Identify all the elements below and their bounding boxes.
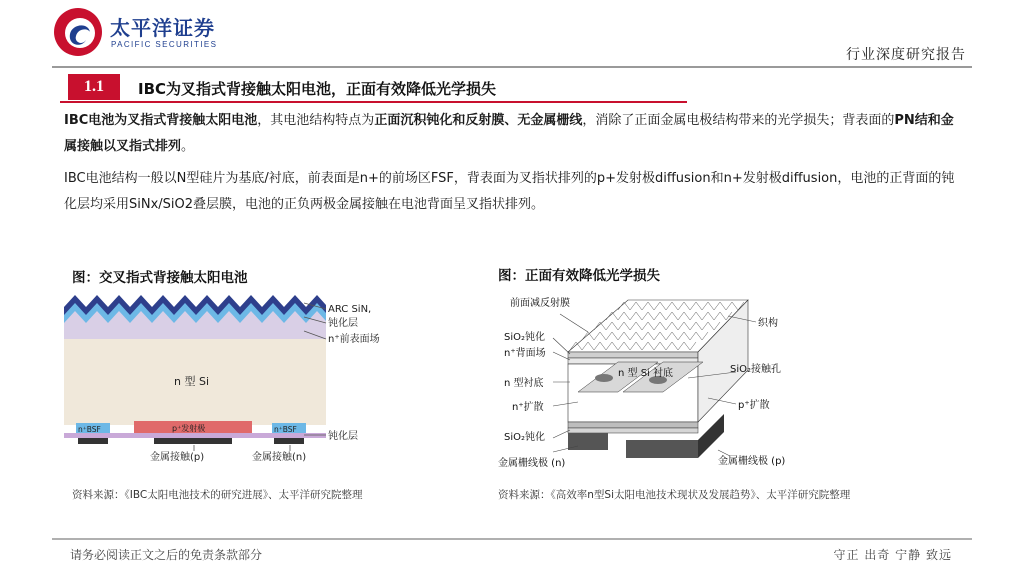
bold-phrase: PN结和金属接触以叉指式排列 [64,113,954,154]
fig1-label-bsf-right: n⁺BSF [274,425,297,434]
company-name-en: PACIFIC SECURITIES [111,40,218,49]
fig2-label-sio2-bottom: SiO₂钝化 [504,432,546,443]
bold-phrase: 正面沉积钝化和反射膜、无金属栅线 [374,113,583,128]
header-divider [52,66,972,68]
fig2-label-grid-n: 金属栅线极 (n) [498,458,566,469]
figure2-ibc-3d-structure [498,292,798,472]
fig2-label-sio2-top: SiO₂钝化 [504,332,546,343]
fig1-label-bsf-left: n⁺BSF [78,425,101,434]
section-underline [60,101,687,103]
figure1-source: 资料来源：《IBC太阳电池技术的研究进展》、太平洋研究院整理 [72,489,363,501]
fig1-label-passivation-top: 钝化层 [328,318,358,329]
fig1-label-emitter: p⁺发射极 [172,424,206,433]
fig1-label-passivation-bottom: 钝化层 [328,431,358,442]
paragraph-ibc-intro [64,108,964,160]
fig2-label-contact-hole: SiO₂接触孔 [730,364,782,375]
footer-divider [52,538,972,540]
bold-phrase: IBC电池为叉指式背接触太阳电池 [64,113,258,128]
text-span: ，消除了正面金属电极结构带来的光学损失；背表面的 [582,113,895,128]
fig2-label-grid-p: 金属栅线极 (p) [718,456,786,467]
company-logo [52,6,227,58]
fig2-label-front-arc: 前面减反射膜 [510,298,570,309]
fig1-label-contact-p: 金属接触(p) [150,452,205,463]
figure2-title: 图：正面有效降低光学损失 [498,268,660,284]
pacific-logo-icon [52,6,104,58]
fig2-label-substrate: n 型衬底 [504,378,544,389]
fig2-label-bulk: n 型 Si 衬底 [618,368,673,379]
fig2-label-back-field: n⁺背面场 [504,348,546,359]
text-span: 。 [181,139,195,154]
section-number: 1.1 [68,74,120,100]
fig2-label-n-diffusion: n⁺扩散 [512,402,544,413]
figure2-source: 资料来源：《高效率n型Si太阳电池技术现状及发展趋势》、太平洋研究院整理 [498,489,851,501]
fig2-label-p-diffusion: p⁺扩散 [738,400,770,411]
figure1-title: 图：交叉指式背接触太阳电池 [72,270,248,286]
fig1-label-contact-n: 金属接触(n) [252,452,307,463]
figure1-ibc-cross-section [64,295,404,470]
report-type-label: 行业深度研究报告 [846,47,966,63]
disclaimer-text: 请务必阅读正文之后的免责条款部分 [70,548,263,562]
company-motto: 守正 出奇 宁静 致远 [833,548,952,562]
section-title: IBC为叉指式背接触太阳电池，正面有效降低光学损失 [138,80,497,98]
paragraph-ibc-structure: IBC电池结构一般以N型硅片为基底/衬底，前表面是n+的前场区FSF，背表面为叉指状排列的p+发射极diffusion和n+发射极diffusion，电池的正背面的钝化层均采用SiNx/SiO2叠层膜，电池的正负两极金属接触在电池背面呈叉指状排列。 [64,171,955,212]
fig2-label-texture: 织构 [758,318,778,329]
text-span: ，其电池结构特点为 [257,113,375,128]
fig1-label-bulk: n 型 Si [174,375,210,388]
fig1-label-arc: ARC SiN, [328,304,372,315]
fig1-label-front-field: n⁺前表面场 [328,334,380,345]
company-name-cn: 太平洋证券 [110,16,215,40]
